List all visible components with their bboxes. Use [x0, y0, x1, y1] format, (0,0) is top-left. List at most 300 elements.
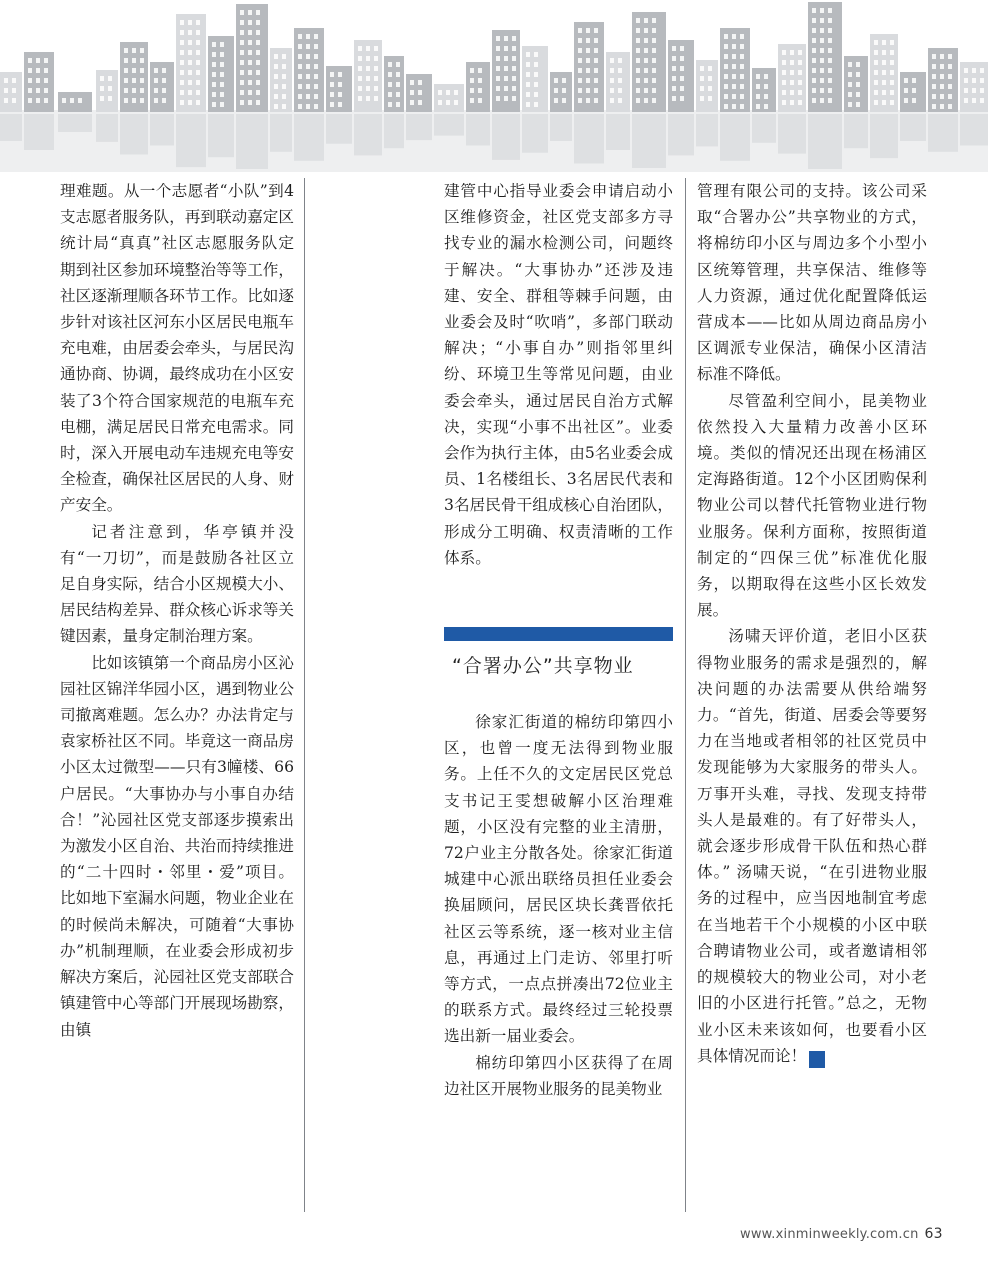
building-shape	[732, 34, 736, 39]
building-shape	[964, 68, 968, 73]
building-shape	[434, 114, 464, 136]
building-shape	[4, 78, 8, 83]
building-shape	[36, 78, 40, 83]
building-shape	[28, 68, 32, 73]
building-shape	[798, 100, 802, 105]
building-shape	[848, 72, 852, 77]
building-shape	[358, 76, 362, 81]
building-shape	[534, 82, 538, 87]
article-column-1	[60, 178, 294, 1043]
building-shape	[672, 96, 676, 101]
building-shape	[212, 52, 216, 57]
building-shape	[820, 38, 824, 43]
building-shape	[374, 96, 378, 101]
building-shape	[62, 98, 66, 103]
building-shape	[874, 100, 878, 105]
building-shape	[720, 28, 750, 112]
building-shape	[0, 72, 22, 112]
building-shape	[240, 60, 244, 65]
building-shape	[848, 62, 852, 67]
building-shape	[240, 80, 244, 85]
building-shape	[180, 20, 184, 25]
building-shape	[828, 98, 832, 103]
building-shape	[700, 96, 704, 101]
header-skyline-banner	[0, 0, 988, 172]
building-shape	[212, 62, 216, 67]
skyline-illustration	[0, 0, 988, 172]
building-shape	[504, 46, 508, 51]
building-shape	[298, 54, 302, 59]
building-shape	[504, 96, 508, 101]
building-shape	[396, 82, 400, 87]
building-shape	[696, 60, 718, 112]
building-shape	[778, 114, 806, 154]
building-shape	[196, 40, 200, 45]
building-shape	[828, 8, 832, 13]
building-shape	[890, 70, 894, 75]
building-shape	[882, 70, 886, 75]
building-shape	[240, 50, 244, 55]
building-shape	[358, 46, 362, 51]
building-shape	[882, 100, 886, 105]
building-shape	[330, 92, 334, 97]
building-shape	[418, 100, 422, 105]
building-shape	[964, 98, 968, 103]
building-shape	[652, 98, 656, 103]
building-shape	[828, 78, 832, 83]
building-shape	[828, 38, 832, 43]
building-shape	[610, 98, 614, 103]
building-shape	[188, 70, 192, 75]
building-shape	[672, 66, 676, 71]
building-shape	[932, 104, 936, 109]
building-shape	[180, 60, 184, 65]
building-shape	[578, 28, 582, 33]
building-shape	[812, 58, 816, 63]
building-shape	[240, 70, 244, 75]
building-shape	[240, 100, 244, 105]
website-url: www.xinminweekly.com.cn	[740, 1227, 919, 1242]
building-shape	[492, 114, 520, 160]
building-shape	[512, 66, 516, 71]
building-shape	[526, 72, 530, 77]
building-shape	[478, 98, 482, 103]
building-shape	[314, 94, 318, 99]
building-shape	[270, 48, 292, 112]
building-shape	[140, 58, 144, 63]
building-shape	[680, 96, 684, 101]
building-shape	[522, 114, 548, 153]
building-shape	[756, 104, 760, 109]
building-shape	[306, 94, 310, 99]
building-shape	[418, 80, 422, 85]
building-shape	[586, 28, 590, 33]
building-shape	[882, 40, 886, 45]
building-shape	[652, 88, 656, 93]
building-shape	[526, 62, 530, 67]
building-shape	[248, 100, 252, 105]
building-shape	[610, 68, 614, 73]
building-shape	[374, 56, 378, 61]
building-shape	[140, 78, 144, 83]
building-shape	[980, 68, 984, 73]
building-shape	[644, 58, 648, 63]
building-shape	[586, 48, 590, 53]
building-shape	[554, 78, 558, 83]
paragraph-text: 汤啸天评价道，老旧小区获得物业服务的需求是强烈的，解决问题的办法需要从供给端努力。“首先，街道、居委会等要努力在当地或者相邻的社区党员中发现能够为大家服务的带头人。万事开头难，寻找、发现支持带头人是最难的。有了好带头人，就会逐步形成骨干队伍和热心群体。” 汤啸天说，“在引进物业服务的过程中，应当因地制宜考虑在当地若干个小规模的小区中联合聘请物业公司，或者邀请相邻的规模较大的物业公司，对小老旧的小区进行托管。”总之，无物业小区未来该如何，也要看小区具体情况而论！	[697, 627, 927, 1065]
building-shape	[256, 90, 260, 95]
building-shape	[496, 56, 500, 61]
building-shape	[282, 94, 286, 99]
building-shape	[848, 102, 852, 107]
building-shape	[828, 88, 832, 93]
building-shape	[554, 88, 558, 93]
building-shape	[812, 98, 816, 103]
building-shape	[856, 82, 860, 87]
building-shape	[820, 48, 824, 53]
building-shape	[306, 54, 310, 59]
building-shape	[180, 70, 184, 75]
building-shape	[554, 98, 558, 103]
building-shape	[890, 100, 894, 105]
building-shape	[618, 78, 622, 83]
building-shape	[298, 64, 302, 69]
building-shape	[270, 114, 292, 152]
building-shape	[812, 48, 816, 53]
building-shape	[948, 94, 952, 99]
building-shape	[256, 60, 260, 65]
building-shape	[636, 48, 640, 53]
building-shape	[928, 114, 958, 152]
building-shape	[180, 100, 184, 105]
building-shape	[366, 86, 370, 91]
building-shape	[298, 44, 302, 49]
building-shape	[220, 82, 224, 87]
building-shape	[890, 80, 894, 85]
page-number: 63	[924, 1226, 943, 1242]
building-shape	[672, 86, 676, 91]
building-shape	[798, 70, 802, 75]
building-shape	[454, 100, 458, 105]
building-shape	[396, 62, 400, 67]
building-shape	[338, 92, 342, 97]
building-shape	[874, 50, 878, 55]
building-shape	[798, 60, 802, 65]
building-shape	[586, 88, 590, 93]
building-shape	[534, 72, 538, 77]
building-shape	[680, 86, 684, 91]
building-shape	[298, 74, 302, 79]
building-shape	[366, 76, 370, 81]
building-shape	[354, 114, 382, 155]
building-shape	[124, 58, 128, 63]
building-shape	[466, 114, 490, 146]
building-shape	[828, 68, 832, 73]
building-shape	[388, 102, 392, 107]
building-shape	[680, 66, 684, 71]
paragraph: 比如该镇第一个商品房小区沁园社区锦洋华园小区，遇到物业公司撤离难题。怎么办？办法肯定与袁家桥社区不同。毕竟这一商品房小区太过微型——只有3幢楼、66户居民。“大事协办与小事自办结合！”沁园社区党支部逐步摸索出为激发小区自治、共治而持续推进的“二十四时・邻里・爱”项目。比如地下室漏水问题，物业企业在的时候尚未解决，可随着“大事协办”机制理顺，在业委会形成初步解决方案后，沁园社区党支部联合镇建管中心等部门开展现场勘察，由镇	[60, 653, 294, 1039]
building-shape	[756, 74, 760, 79]
building-shape	[274, 74, 278, 79]
building-shape	[338, 72, 342, 77]
paragraph: 管理有限公司的支持。该公司采取“合署办公”共享物业的方式，将棉纺印小区与周边多个小型小区统筹管理，共享保洁、维修等人力资源，通过优化配置降低运营成本——比如从周边商品房小区调派专业保洁，确保小区清洁标准不降低。	[697, 182, 927, 384]
building-shape	[980, 78, 984, 83]
building-shape	[874, 90, 878, 95]
building-shape	[496, 36, 500, 41]
building-shape	[708, 66, 712, 71]
building-shape	[330, 72, 334, 77]
building-shape	[574, 114, 604, 164]
building-shape	[610, 78, 614, 83]
building-shape	[512, 46, 516, 51]
building-shape	[820, 78, 824, 83]
paragraph: 理难题。从一个志愿者“小队”到4支志愿者服务队，再到联动嘉定区统计局“真真”社区志愿服务队定期到社区参加环境整治等等工作，社区逐渐理顺各环节工作。比如逐步针对该社区河东小区居民电瓶车充电难，由居委会牵头，与居民沟通协商、协调，最终成功在小区安装了3个符合国家规范的电瓶车充电棚，满足居民日常充电需求。同时，深入开展电动车违规充电等安全检查，确保社区居民的人身、财产安全。	[60, 182, 294, 515]
building-shape	[298, 104, 302, 109]
paragraph: 记者注意到，华亭镇并没有“一刀切”，而是鼓励各社区立足自身实际，结合小区规模大小、居民结构差异、群众核心诉求等关键因素，量身定制治理方案。	[60, 522, 294, 646]
building-shape	[672, 56, 676, 61]
building-shape	[844, 114, 868, 148]
building-shape	[108, 96, 112, 101]
building-shape	[526, 82, 530, 87]
building-shape	[4, 98, 8, 103]
building-shape	[256, 100, 260, 105]
building-shape	[680, 56, 684, 61]
building-shape	[188, 100, 192, 105]
building-shape	[212, 102, 216, 107]
building-shape	[406, 114, 432, 140]
building-shape	[594, 38, 598, 43]
building-shape	[828, 48, 832, 53]
building-shape	[28, 78, 32, 83]
building-shape	[478, 88, 482, 93]
building-shape	[932, 74, 936, 79]
building-shape	[790, 70, 794, 75]
building-shape	[828, 28, 832, 33]
building-shape	[396, 72, 400, 77]
building-shape	[248, 40, 252, 45]
building-shape	[870, 114, 898, 158]
building-shape	[940, 54, 944, 59]
building-shape	[586, 68, 590, 73]
building-shape	[124, 68, 128, 73]
building-shape	[782, 90, 786, 95]
building-shape	[798, 80, 802, 85]
building-shape	[478, 78, 482, 83]
building-shape	[388, 62, 392, 67]
building-shape	[212, 72, 216, 77]
building-shape	[652, 68, 656, 73]
building-shape	[28, 88, 32, 93]
building-shape	[188, 40, 192, 45]
building-shape	[294, 114, 324, 161]
building-shape	[100, 76, 104, 81]
building-shape	[150, 114, 174, 146]
building-shape	[672, 76, 676, 81]
building-shape	[578, 78, 582, 83]
building-shape	[100, 96, 104, 101]
building-shape	[374, 66, 378, 71]
building-shape	[636, 88, 640, 93]
building-shape	[58, 114, 92, 132]
building-shape	[820, 28, 824, 33]
building-shape	[274, 84, 278, 89]
building-shape	[652, 38, 656, 43]
building-shape	[188, 60, 192, 65]
building-shape	[434, 84, 464, 112]
building-shape	[154, 78, 158, 83]
paragraph	[697, 623, 927, 1068]
building-shape	[410, 90, 414, 95]
building-shape	[972, 68, 976, 73]
building-shape	[330, 102, 334, 107]
building-shape	[680, 76, 684, 81]
building-shape	[132, 78, 136, 83]
paragraph: 徐家汇街道的棉纺印第四小区，也曾一度无法得到物业服务。上任不久的文定居民区党总支书记王雯想破解小区治理难题，小区没有完整的业主清册，72户业主分散各处。徐家汇街道城建中心派出联络员担任业委会换届顾问，居民区块长龚晋依托社区云等系统，逐一核对业主信息，再通过上门走访、邻里打听等方式，一点点拼凑出72位业主的联系方式。最终经过三轮投票选出新一届业委会。	[444, 713, 673, 1046]
building-shape	[132, 98, 136, 103]
building-shape	[820, 8, 824, 13]
building-shape	[808, 114, 842, 169]
building-shape	[636, 28, 640, 33]
building-shape	[724, 34, 728, 39]
building-shape	[374, 86, 378, 91]
building-shape	[496, 46, 500, 51]
building-shape	[504, 56, 508, 61]
building-shape	[652, 78, 656, 83]
building-shape	[240, 20, 244, 25]
building-shape	[644, 68, 648, 73]
building-shape	[848, 92, 852, 97]
building-shape	[44, 58, 48, 63]
building-shape	[140, 98, 144, 103]
building-shape	[606, 114, 630, 150]
building-shape	[36, 58, 40, 63]
building-shape	[972, 78, 976, 83]
building-shape	[652, 58, 656, 63]
building-shape	[932, 54, 936, 59]
building-shape	[594, 78, 598, 83]
building-shape	[820, 88, 824, 93]
building-shape	[314, 44, 318, 49]
building-shape	[636, 98, 640, 103]
building-shape	[960, 114, 988, 146]
building-shape	[256, 10, 260, 15]
building-shape	[248, 80, 252, 85]
building-shape	[740, 104, 744, 109]
building-shape	[100, 86, 104, 91]
building-shape	[798, 90, 802, 95]
building-shape	[124, 48, 128, 53]
building-shape	[188, 20, 192, 25]
building-shape	[298, 94, 302, 99]
building-shape	[820, 68, 824, 73]
building-shape	[636, 18, 640, 23]
building-shape	[644, 18, 648, 23]
building-shape	[724, 54, 728, 59]
paragraph: 尽管盈利空间小，昆美物业依然投入大量精力改善小区环境。类似的情况还出现在杨浦区定海路街道。12个小区团购保利物业公司以替代托管物业进行物业服务。保利方面称，按照街道制定的“四保三优”标准优化服务，以期取得在这些小区长效发展。	[697, 391, 927, 620]
building-shape	[12, 78, 16, 83]
building-shape	[882, 60, 886, 65]
building-shape	[140, 48, 144, 53]
building-shape	[306, 104, 310, 109]
building-shape	[708, 76, 712, 81]
building-shape	[578, 48, 582, 53]
building-shape	[196, 80, 200, 85]
building-shape	[388, 72, 392, 77]
building-shape	[220, 92, 224, 97]
building-shape	[124, 78, 128, 83]
building-shape	[972, 98, 976, 103]
building-shape	[240, 90, 244, 95]
building-shape	[900, 114, 926, 141]
building-shape	[912, 88, 916, 93]
building-shape	[534, 62, 538, 67]
building-shape	[236, 114, 268, 169]
building-shape	[384, 56, 404, 112]
building-shape	[782, 80, 786, 85]
building-shape	[256, 70, 260, 75]
building-shape	[526, 102, 530, 107]
building-shape	[890, 60, 894, 65]
building-shape	[820, 18, 824, 23]
building-shape	[512, 56, 516, 61]
building-shape	[940, 84, 944, 89]
building-shape	[504, 66, 508, 71]
building-shape	[410, 80, 414, 85]
building-shape	[652, 18, 656, 23]
building-shape	[124, 98, 128, 103]
building-shape	[972, 88, 976, 93]
building-shape	[578, 58, 582, 63]
building-shape	[44, 98, 48, 103]
building-shape	[856, 102, 860, 107]
building-shape	[594, 48, 598, 53]
building-shape	[820, 98, 824, 103]
building-shape	[282, 64, 286, 69]
building-shape	[282, 74, 286, 79]
building-shape	[366, 46, 370, 51]
building-shape	[644, 48, 648, 53]
building-shape	[708, 96, 712, 101]
building-shape	[120, 114, 148, 155]
building-shape	[78, 98, 82, 103]
building-shape	[932, 94, 936, 99]
building-shape	[724, 74, 728, 79]
building-shape	[454, 90, 458, 95]
building-shape	[418, 90, 422, 95]
building-shape	[96, 70, 118, 112]
building-shape	[132, 48, 136, 53]
building-shape	[932, 84, 936, 89]
building-shape	[720, 114, 750, 161]
building-shape	[220, 42, 224, 47]
building-shape	[652, 28, 656, 33]
building-shape	[764, 74, 768, 79]
column-divider	[685, 178, 686, 1212]
building-shape	[948, 54, 952, 59]
building-shape	[940, 64, 944, 69]
building-shape	[188, 50, 192, 55]
building-shape	[594, 98, 598, 103]
building-shape	[188, 90, 192, 95]
building-shape	[724, 44, 728, 49]
building-shape	[812, 8, 816, 13]
building-shape	[180, 30, 184, 35]
building-shape	[470, 78, 474, 83]
building-shape	[756, 94, 760, 99]
building-shape	[512, 36, 516, 41]
building-shape	[724, 94, 728, 99]
building-shape	[132, 88, 136, 93]
